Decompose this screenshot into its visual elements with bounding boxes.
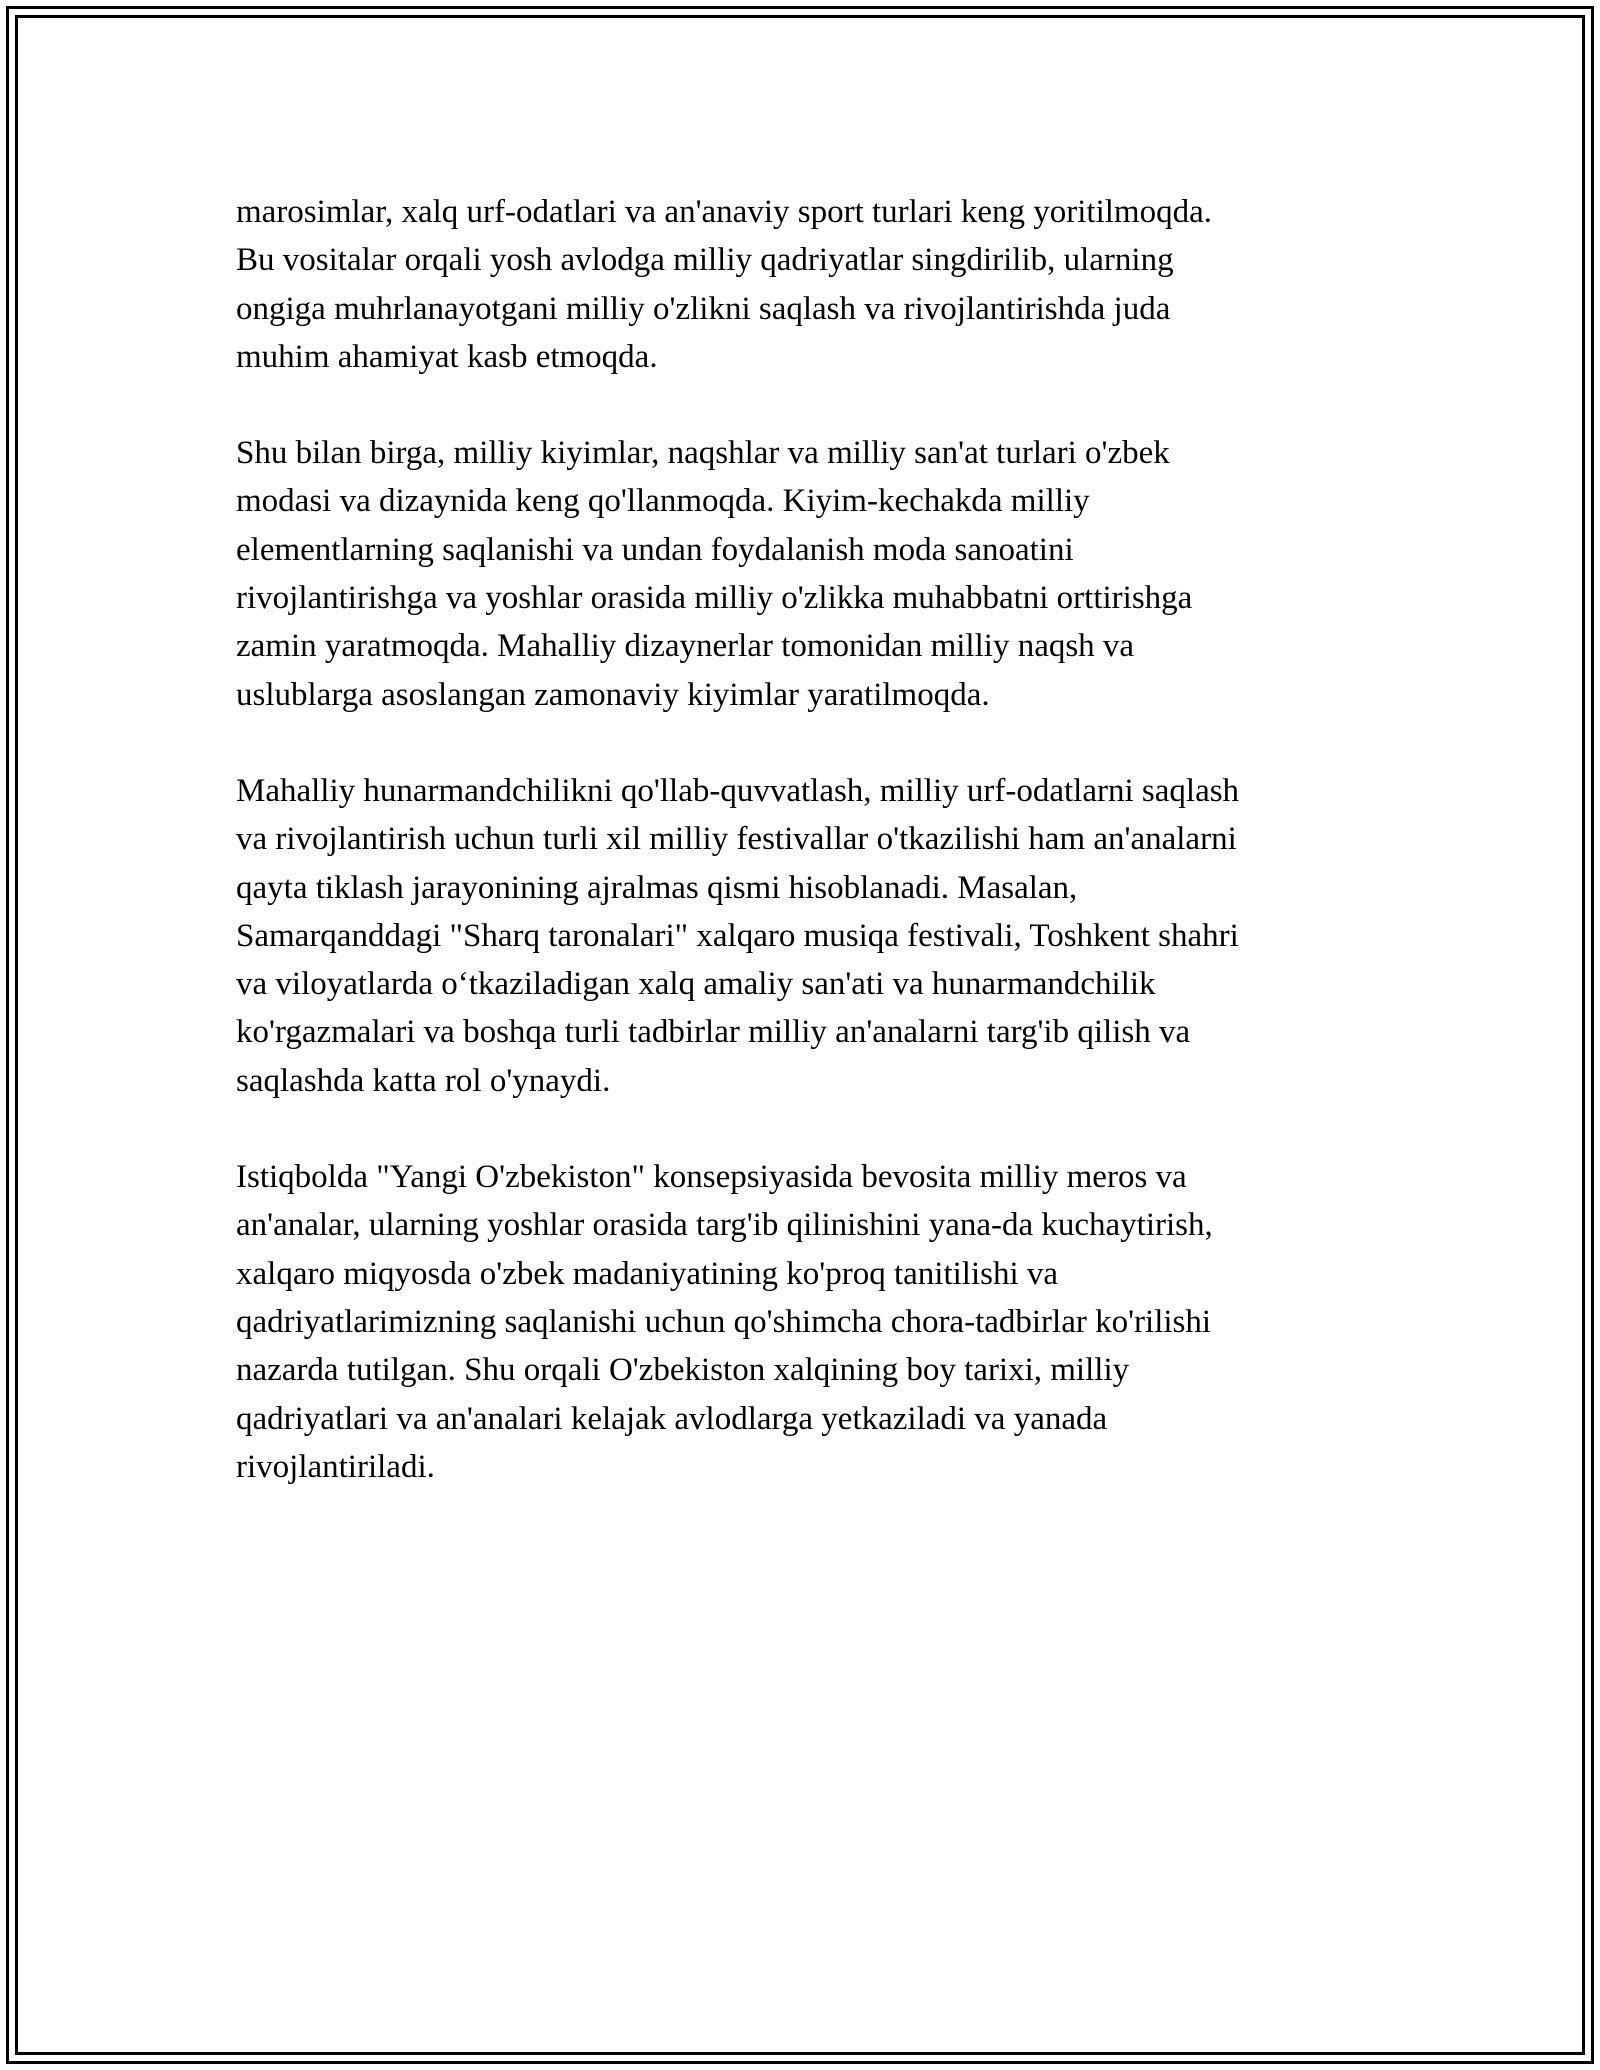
- paragraph-line: qayta tiklash jarayonining ajralmas qismi hisoblanadi. Masalan,: [236, 869, 1078, 906]
- paragraph-line: nazarda tutilgan. Shu orqali O'zbekiston xalqining boy tarixi, milliy: [236, 1352, 1130, 1389]
- paragraph-1: [236, 188, 1376, 381]
- paragraph-line: Mahalliy hunarmandchilikni qo'llab-quvvatlash, milliy urf-odatlarni saqlash: [236, 772, 1240, 809]
- paragraph-line: Shu bilan birga, milliy kiyimlar, naqshlar va milliy san'at turlari o'zbek: [236, 435, 1170, 472]
- paragraph-line: rivojlantiriladi.: [236, 1448, 435, 1485]
- paragraph-2: [236, 429, 1376, 719]
- paragraph-line: ongiga muhrlanayotgani milliy o'zlikni saqlash va rivojlantirishda juda: [236, 290, 1171, 327]
- paragraph-line: Samarqanddagi "Sharq taronalari" xalqaro musiqa festivali, Toshkent shahri: [236, 917, 1239, 954]
- paragraph-line: elementlarning saqlanishi va undan foydalanish moda sanoatini: [236, 531, 1074, 568]
- paragraph-line: Istiqbolda "Yangi O'zbekiston" konsepsiyasida bevosita milliy meros va: [236, 1159, 1187, 1196]
- document-body: [236, 188, 1376, 1491]
- paragraph-line: Bu vositalar orqali yosh avlodga milliy qadriyatlar singdirilib, ularning: [236, 242, 1174, 279]
- paragraph-line: zamin yaratmoqda. Mahalliy dizaynerlar tomonidan milliy naqsh va: [236, 628, 1135, 665]
- paragraph-line: ko'rgazmalari va boshqa turli tadbirlar milliy an'analarni targ'ib qilish va: [236, 1014, 1191, 1051]
- paragraph-line: va rivojlantirish uchun turli xil milliy festivallar o'tkazilishi ham an'analarni: [236, 821, 1237, 858]
- paragraph-line: xalqaro miqyosda o'zbek madaniyatining ko'proq tanitilishi va: [236, 1255, 1059, 1292]
- paragraph-3: [236, 767, 1376, 1105]
- paragraph-line: qadriyatlarimizning saqlanishi uchun qo'shimcha chora-tadbirlar ko'rilishi: [236, 1303, 1212, 1340]
- paragraph-line: an'analar, ularning yoshlar orasida targ'ib qilinishini yana-da kuchaytirish,: [236, 1207, 1213, 1244]
- paragraph-line: modasi va dizaynida keng qo'llanmoqda. Kiyim-kechakda milliy: [236, 483, 1090, 520]
- paragraph-line: saqlashda katta rol o'ynaydi.: [236, 1062, 611, 1099]
- paragraph-line: va viloyatlarda o‘tkaziladigan xalq amaliy san'ati va hunarmandchilik: [236, 966, 1156, 1003]
- paragraph-line: muhim ahamiyat kasb etmoqda.: [236, 338, 658, 375]
- paragraph-line: rivojlantirishga va yoshlar orasida milliy o'zlikka muhabbatni orttirishga: [236, 580, 1193, 617]
- paragraph-line: uslublarga asoslangan zamonaviy kiyimlar yaratilmoqda.: [236, 676, 990, 713]
- paragraph-line: marosimlar, xalq urf-odatlari va an'anaviy sport turlari keng yoritilmoqda.: [236, 194, 1212, 230]
- paragraph-line: qadriyatlari va an'analari kelajak avlodlarga yetkaziladi va yanada: [236, 1400, 1108, 1437]
- paragraph-4: [236, 1153, 1376, 1491]
